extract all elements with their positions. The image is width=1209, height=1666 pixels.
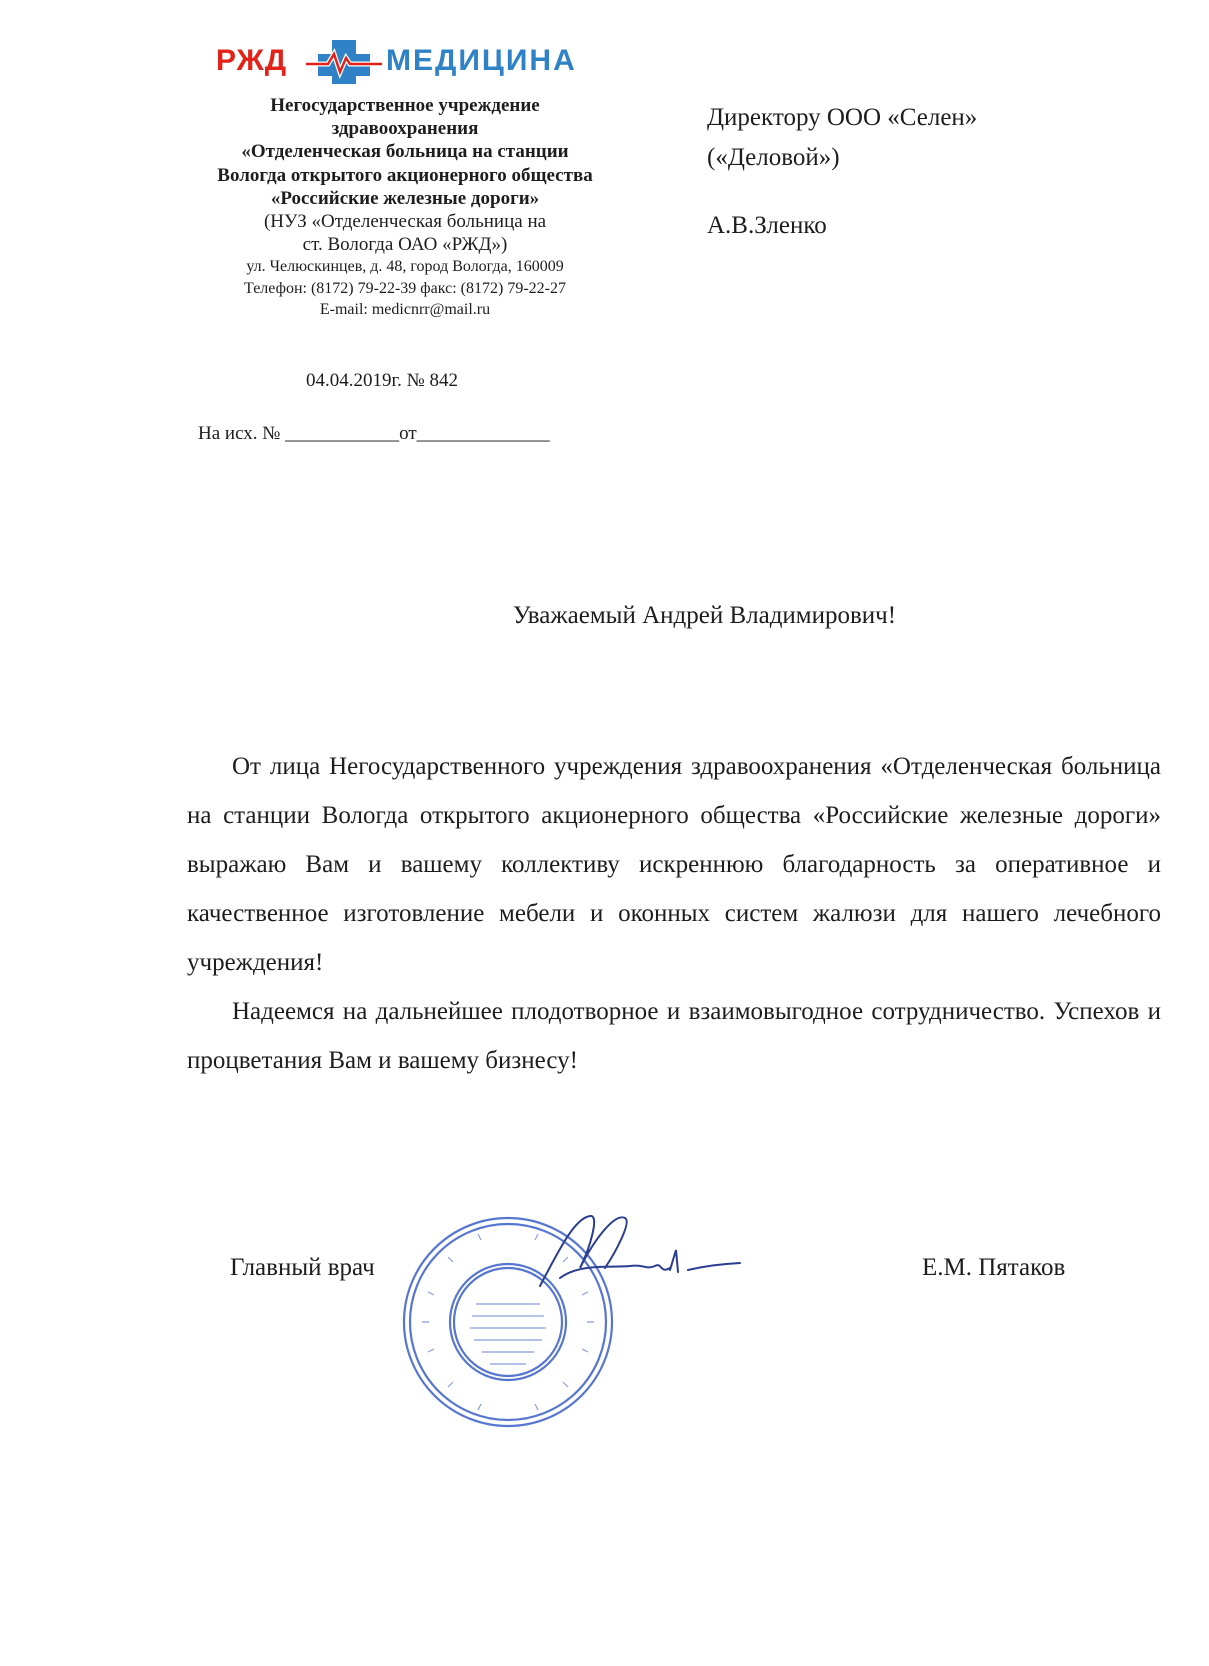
rzd-medicine-logo <box>216 36 606 86</box>
org-line: ст. Вологда ОАО «РЖД») <box>302 234 508 256</box>
addressee-line: («Деловой») <box>707 144 840 171</box>
org-line: Негосударственное учреждение <box>270 95 540 116</box>
addressee-block <box>707 98 977 178</box>
signatory-name: Е.М. Пятаков <box>922 1254 1066 1281</box>
signatory-title: Главный врач <box>230 1254 375 1281</box>
addressee-line: Директору ООО «Селен» <box>707 104 978 131</box>
body-paragraph: От лица Негосударственного учреждения здравоохранения «Отделенческая больница на станции Вологда открытого акционерного общества «Российские железные дороги» выражаю Вам и вашему коллективу искреннюю благодарность за оперативное и качественное изготовление мебели и оконных систем жалюзи для нашего лечебного учреждения! <box>187 753 1161 976</box>
org-phone: Телефон: (8172) 79-22-39 факс: (8172) 79-22-27 <box>244 279 566 297</box>
logo-medicine-text: МЕДИЦИНА <box>386 44 577 77</box>
reference-line: На исх. № ____________от______________ <box>198 423 550 444</box>
org-email: E-mail: medicnrr@mail.ru <box>319 301 491 319</box>
org-line: здравоохранения <box>331 118 479 140</box>
outgoing-number: 04.04.2019г. № 842 <box>306 370 459 391</box>
organization-header <box>160 94 650 321</box>
letter-body <box>187 742 1161 1085</box>
org-address: ул. Челюскинцев, д. 48, город Вологда, 160009 <box>246 258 564 276</box>
handwritten-signature <box>520 1208 750 1298</box>
org-line: «Российские железные дороги» <box>270 187 540 209</box>
greeting: Уважаемый Андрей Владимирович! <box>512 602 897 629</box>
org-line: (НУЗ «Отделенческая больница на <box>263 210 547 232</box>
org-line: «Отделенческая больница на станции <box>241 141 569 163</box>
medical-cross-icon <box>304 36 384 86</box>
addressee-name: А.В.Зленко <box>707 212 827 239</box>
body-paragraph: Надеемся на дальнейшее плодотворное и взаимовыгодное сотрудничество. Успехов и процветания Вам и вашему бизнесу! <box>187 998 1161 1074</box>
logo-rzd-text: РЖД <box>216 44 288 77</box>
org-line: Вологда открытого акционерного общества <box>217 164 593 186</box>
